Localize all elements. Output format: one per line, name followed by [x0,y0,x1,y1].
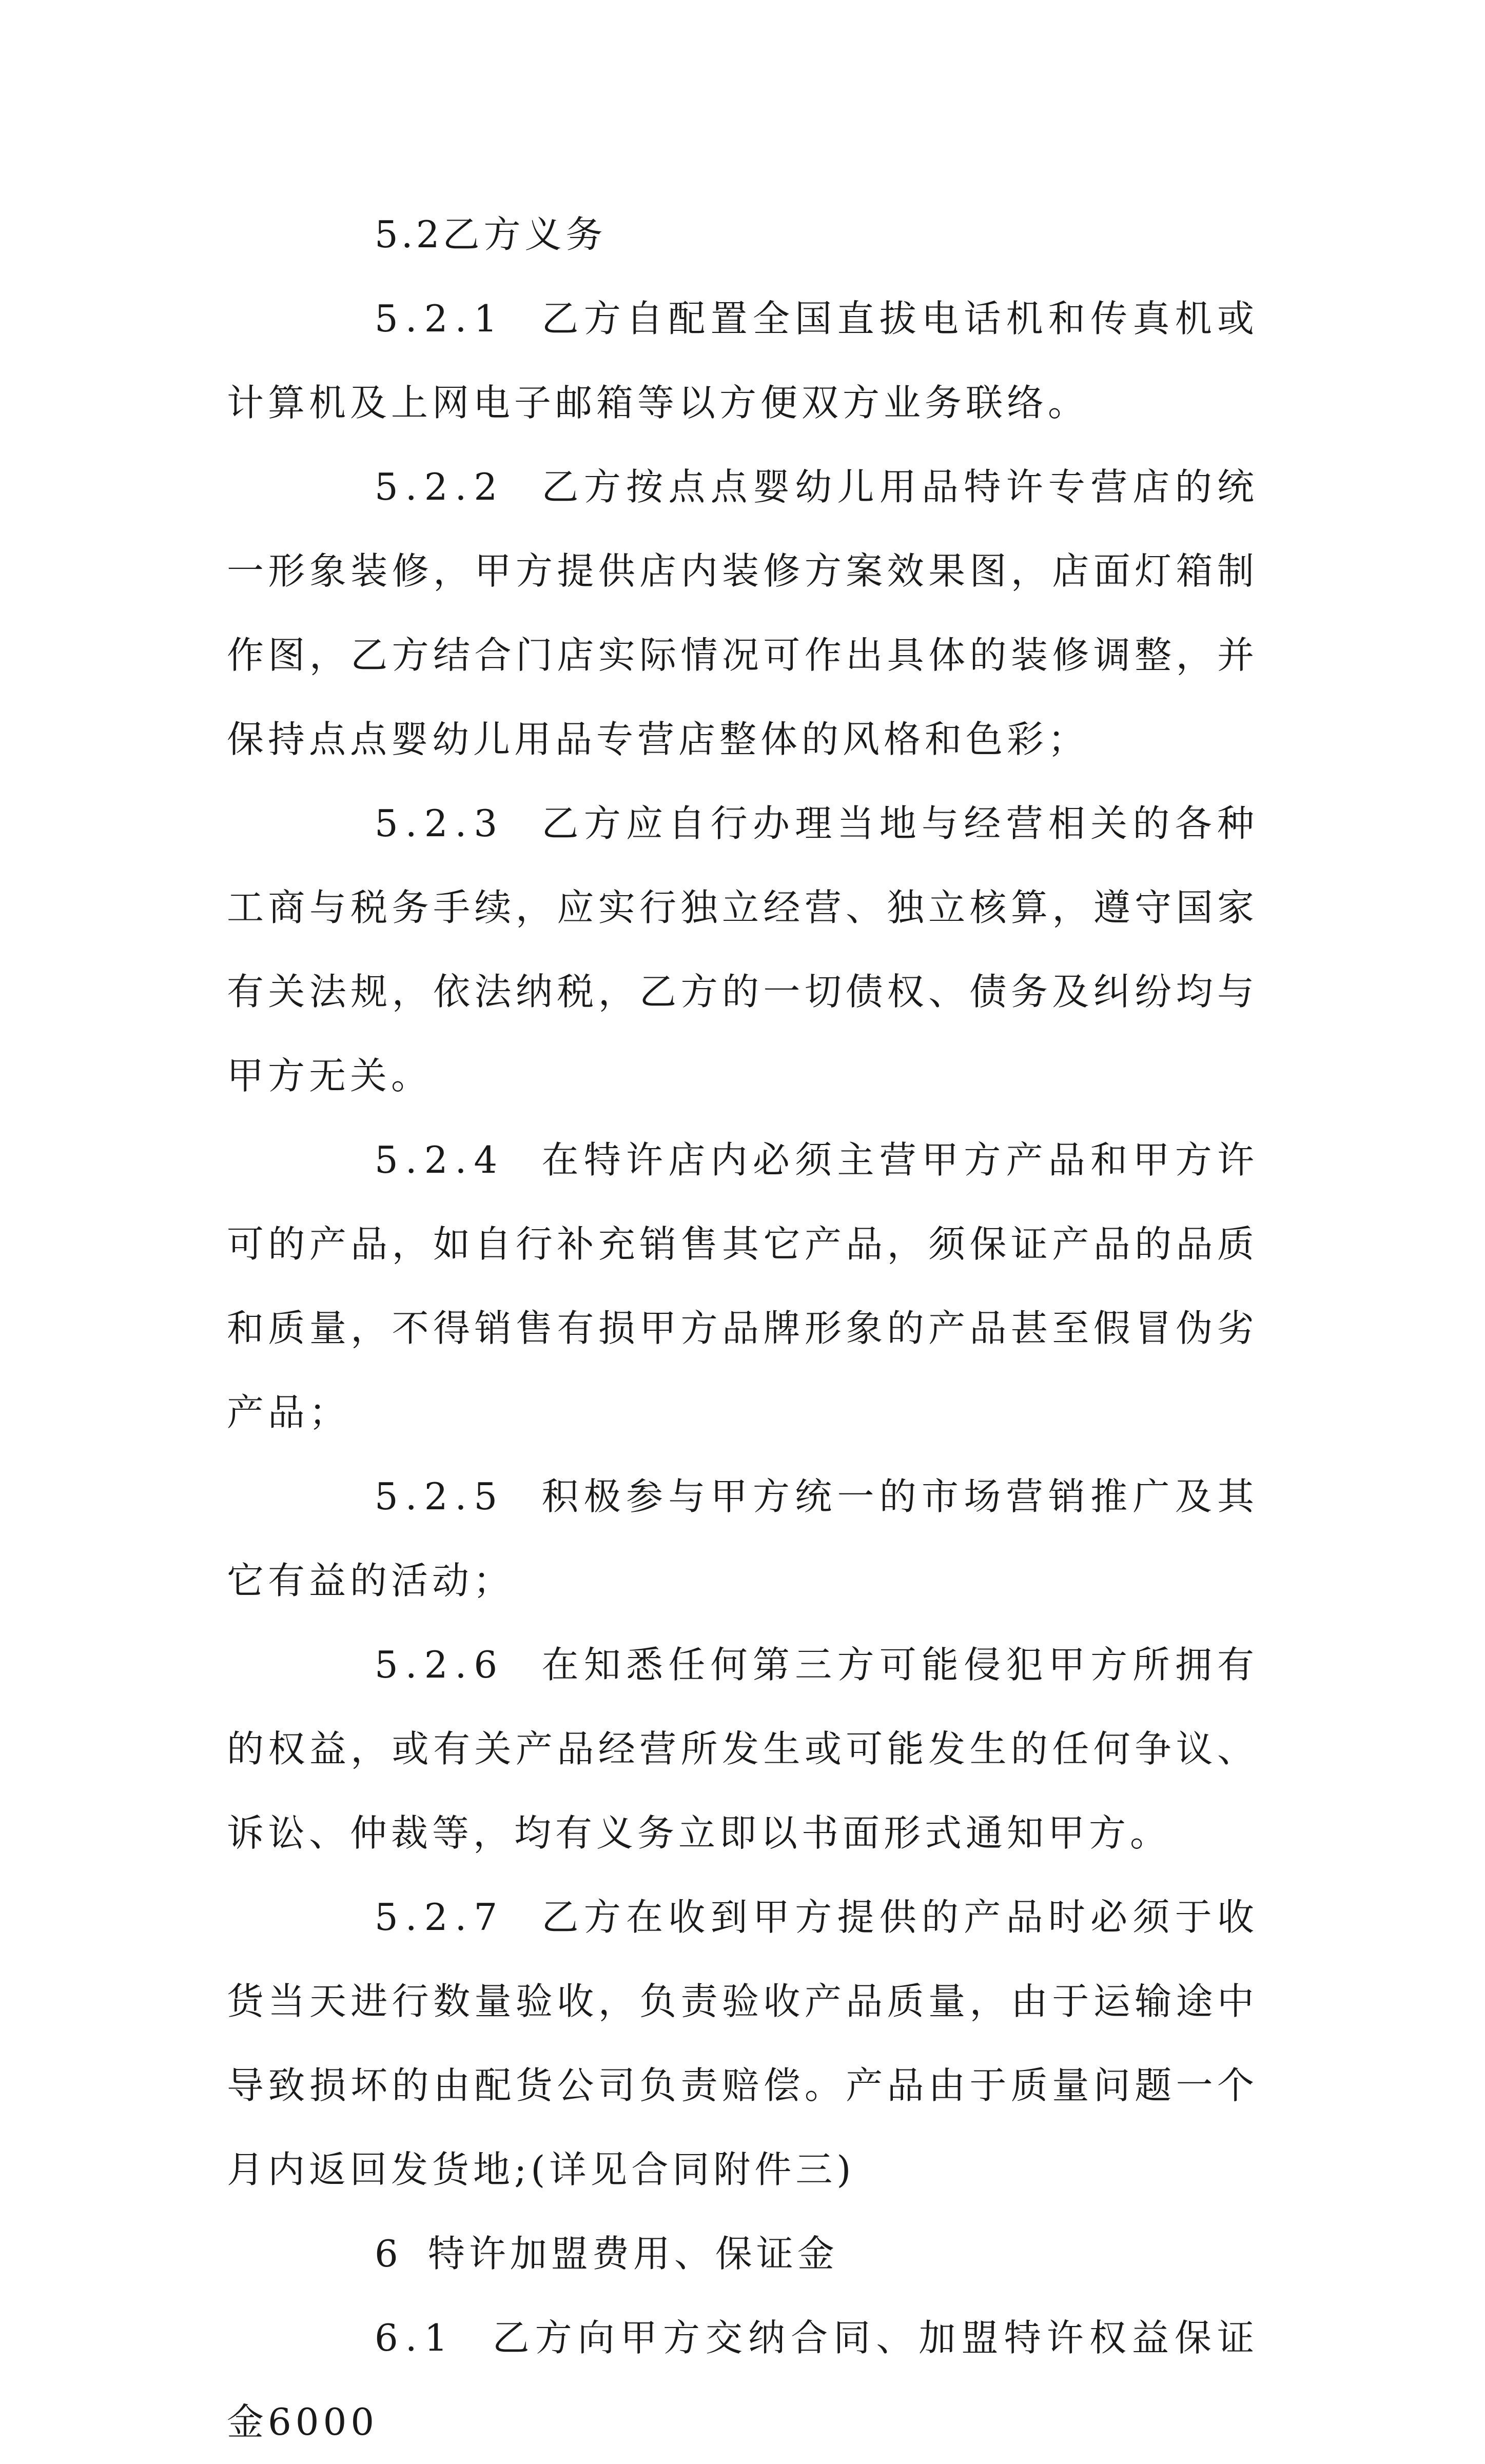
clause-number: 6.1 [375,2316,455,2359]
paragraph-5-2 [227,192,1258,277]
clause-number: 5.2.2 [375,465,505,508]
section-number: 6 [375,2232,405,2275]
clause-number: 5.2.3 [375,802,505,845]
clause-text: 在特许店内必须主营甲方产品和甲方许可的产品，如自行补充销售其它产品，须保证产品的品质和质量，不得销售有损甲方品牌形象的产品甚至假冒伪劣产品； [227,1138,1258,1434]
paragraph-5-2-5 [227,1454,1258,1623]
paragraph-5-2-1 [227,277,1258,445]
clause-text: 乙方在收到甲方提供的产品时必须于收货当天进行数量验收，负责验收产品质量，由于运输途中导致损坏的由配货公司负责赔偿。产品由于质量问题一个月内返回发货地;(详见合同附件三) [227,1896,1258,2191]
paragraph-5-2-2 [227,445,1258,781]
paragraph-5-2-3 [227,781,1258,1118]
clause-text: 乙方应自行办理当地与经营相关的各种工商与税务手续，应实行独立经营、独立核算，遵守国家有关法规，依法纳税，乙方的一切债权、债务及纠纷均与甲方无关。 [227,802,1258,1097]
section-title: 特许加盟费用、保证金 [427,2232,838,2275]
clause-number: 5.2.4 [375,1138,505,1181]
paragraph-6 [227,2212,1258,2296]
clause-number: 5.2.7 [375,1896,505,1939]
clause-number: 5.2 [375,213,443,256]
paragraph-5-2-6 [227,1623,1258,1875]
clause-number: 5.2.5 [375,1475,505,1518]
clause-text: 乙方自配置全国直拔电话机和传真机或计算机及上网电子邮箱等以方便双方业务联络。 [227,297,1258,424]
clause-text: 乙方按点点婴幼儿用品特许专营店的统一形象装修，甲方提供店内装修方案效果图，店面灯箱制作图，乙方结合门店实际情况可作出具体的装修调整，并保持点点婴幼儿用品专营店整体的风格和色彩； [227,465,1258,761]
clause-text: 乙方向甲方交纳合同、加盟特许权益保证金6000 [227,2316,1258,2443]
document-body [227,192,1258,2464]
paragraph-6-1 [227,2296,1258,2464]
paragraph-5-2-4 [227,1118,1258,1454]
clause-text: 积极参与甲方统一的市场营销推广及其它有益的活动； [227,1475,1258,1602]
clause-number: 5.2.6 [375,1643,505,1686]
paragraph-5-2-7 [227,1875,1258,2212]
clause-text: 在知悉任何第三方可能侵犯甲方所拥有的权益，或有关产品经营所发生或可能发生的任何争议、诉讼、仲裁等，均有义务立即以书面形式通知甲方。 [227,1643,1258,1855]
clause-text: 乙方义务 [442,213,607,256]
clause-number: 5.2.1 [375,297,505,340]
